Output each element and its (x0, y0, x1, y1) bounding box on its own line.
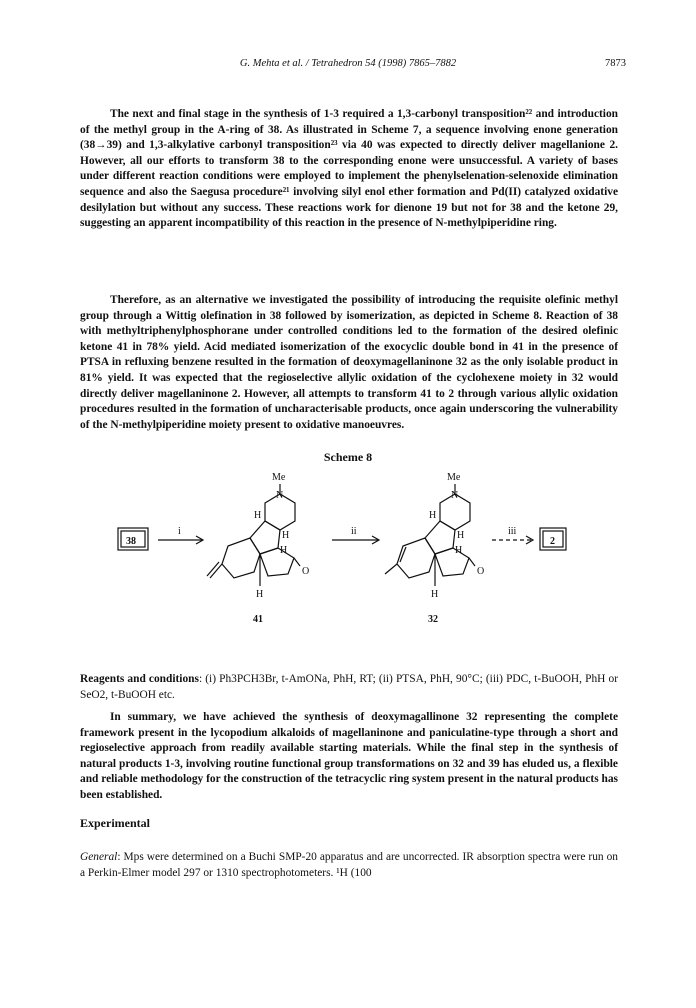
label-step-ii: ii (351, 526, 357, 537)
page-number: 7873 (605, 58, 626, 69)
atom-o-41: O (302, 566, 310, 577)
paragraph-summary: In summary, we have achieved the synthesis of deoxymagallinone 32 representing the complete framework present in the lycopodium alkaloids of magellaninone and paniculatine-type through a short and regioselective approach from readily available starting materials. While the final step in the synthesis of natural products 1-3, involving routine functional group transformations on 32 and 39 has eluded us, a flexible and reliable methodology for the construction of the tetracyclic ring system present in the natural products has been established. (80, 711, 618, 801)
general-label: General (80, 851, 118, 863)
label-step-iii: iii (508, 526, 517, 537)
scheme-8-diagram (110, 466, 590, 636)
atom-h-32-a: H (429, 510, 437, 521)
atom-n-41: N (276, 490, 284, 501)
label-step-i: i (178, 526, 181, 537)
atom-h-41-a: H (254, 510, 262, 521)
running-title: G. Mehta et al. / Tetrahedron 54 (1998) 7865–7882 (239, 58, 457, 69)
label-41: 41 (253, 614, 263, 625)
atom-h-32-d: H (431, 589, 439, 600)
label-32: 32 (428, 614, 438, 625)
section-heading-experimental: Experimental (80, 816, 150, 830)
general-text: : Mps were determined on a Buchi SMP-20 apparatus and are uncorrected. IR absorption spectra were run on a Perkin-Elmer model 297 or 1310 spectrophotometers. ¹H (100 (80, 851, 618, 879)
atom-h-41-c: H (280, 545, 288, 556)
reagents-text: : (i) Ph3PCH3Br, t-AmONa, PhH, RT; (ii) PTSA, PhH, 90°C; (iii) PDC, t-BuOOH, PhH or SeO2, t-BuOOH etc. (80, 673, 619, 701)
paragraph-transposition: The next and final stage in the synthesis of 1-3 required a 1,3-carbonyl transposition²² and introduction of the methyl group in the A-ring of 38. As illustrated in Scheme 7, a sequence involving enone generation (38→39) and 1,3-alkylative carbonyl transposition²³ via 40 was expected to directly deliver magellanione 2. However, all our efforts to transform 38 to the corresponding enone were unsuccessful. A variety of bases under different reaction conditions were employed to implement the phenylselenation-selenoxide elimination sequence and also the Saegusa procedure²¹ involving silyl enol ether formation and Pd(II) catalyzed oxidative desilylation but without any success. These reactions work for dienone 19 but not for 38 and the ketone 29, suggesting an apparent incompatibility of this reaction in the presence of N-methylpiperidine ring. (80, 108, 618, 230)
atom-me-41: Me (272, 472, 286, 483)
scheme-title: Scheme 8 (323, 450, 373, 464)
atom-h-41-b: H (282, 530, 290, 541)
atom-h-41-d: H (256, 589, 264, 600)
atom-me-32: Me (447, 472, 461, 483)
atom-o-32: O (477, 566, 485, 577)
atom-h-32-c: H (455, 545, 463, 556)
reagents-and-conditions (80, 672, 618, 703)
paragraph-general (80, 850, 618, 881)
atom-n-32: N (451, 490, 459, 501)
label-38: 38 (126, 536, 136, 547)
reagents-label: Reagents and conditions (80, 673, 199, 685)
paragraph-wittig: Therefore, as an alternative we investigated the possibility of introducing the requisite olefinic methyl group through a Wittig olefination in 38 followed by isomerization, as depicted in Scheme 8. Reaction of 38 with methyltriphenylphosphorane under controlled conditions led to the formation of the desired olefinic ketone 41 in 78% yield. Acid mediated isomerization of the exocyclic double bond in 41 in the presence of PTSA in refluxing benzene resulted in the formation of deoxymagellaninone 32 as the only isolable product in 81% yield. It was expected that the regioselective allylic oxidation of the cyclohexene moiety in 32 would directly deliver magellaninone 2. However, all attempts to transform 41 to 2 through various allylic oxidation procedures resulted in the formation of uncharacterisable products, once again underscoring the vulnerability of the N-methylpiperidine moiety present to oxidative manoeuvres. (80, 294, 618, 431)
label-2: 2 (550, 536, 555, 547)
atom-h-32-b: H (457, 530, 465, 541)
